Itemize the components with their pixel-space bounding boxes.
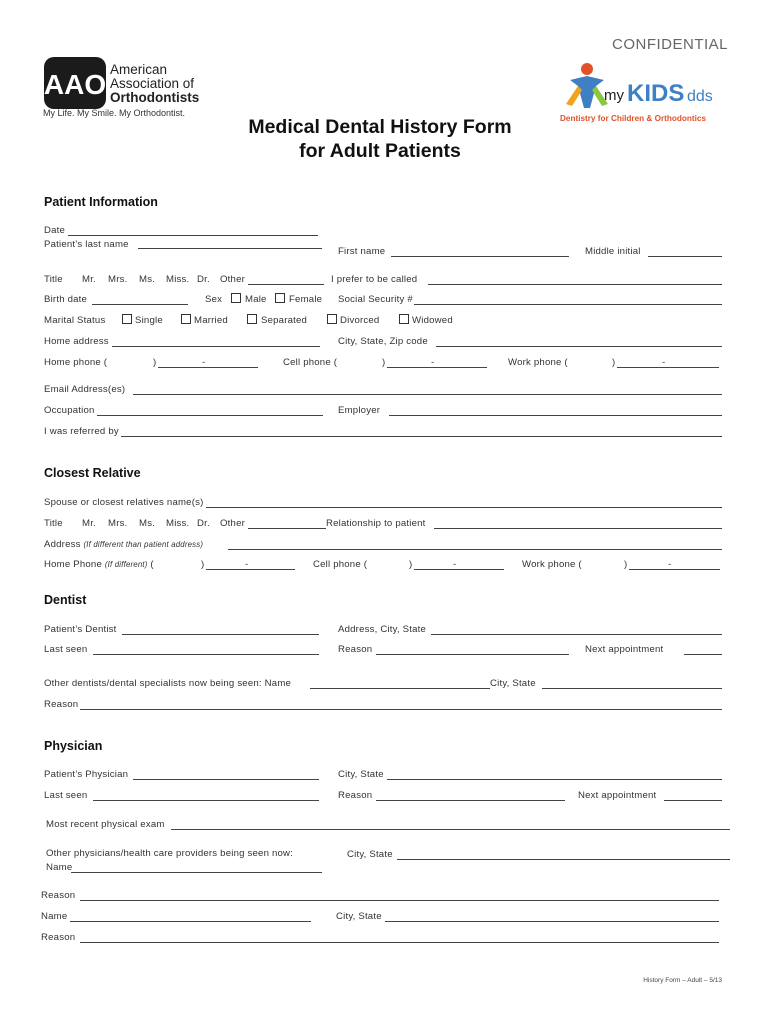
email-label: Email Address(es) — [44, 384, 126, 395]
mykids-logo-mark — [560, 60, 725, 112]
home-phone-field[interactable] — [158, 367, 258, 368]
second-physician-city-state-label: City, State — [336, 911, 382, 922]
relative-home-phone-label — [44, 559, 154, 571]
aao-tagline: My Life. My Smile. My Orthodontist. — [43, 108, 186, 118]
physician-reason-label: Reason — [338, 790, 373, 801]
home-address-label: Home address — [44, 336, 109, 347]
first-name-field[interactable] — [391, 256, 569, 257]
relative-home-phone-text: Home Phone — [44, 559, 102, 570]
first-name-label: First name — [338, 246, 386, 257]
physician-heading: Physician — [44, 739, 103, 753]
other-physicians-label: Other physicians/health care providers being seen now: — [46, 848, 294, 859]
home-phone-dash: - — [202, 357, 206, 368]
cell-phone-field[interactable] — [387, 367, 487, 368]
city-state-zip-field[interactable] — [436, 346, 722, 347]
occupation-field[interactable] — [97, 415, 323, 416]
dentist-next-appt-label: Next appointment — [585, 644, 664, 655]
physician-last-seen-field[interactable] — [93, 800, 319, 801]
relative-home-phone-paren: ) — [201, 559, 205, 570]
cell-phone-dash: - — [431, 357, 435, 368]
confidential-label: CONFIDENTIAL — [611, 36, 728, 53]
other-dentist-city-state-label: City, State — [490, 678, 536, 689]
home-phone-label: Home phone ( — [44, 357, 108, 368]
divorced-checkbox[interactable] — [327, 314, 337, 324]
dentist-reason-field[interactable] — [376, 654, 569, 655]
occupation-label: Occupation — [44, 405, 95, 416]
relative-address-field[interactable] — [228, 549, 722, 550]
male-checkbox[interactable] — [231, 293, 241, 303]
title-mrs[interactable]: Mrs. — [108, 274, 128, 285]
form-title-line-2: for Adult Patients — [299, 140, 461, 162]
city-state-zip-label: City, State, Zip code — [338, 336, 428, 347]
birth-date-field[interactable] — [92, 304, 188, 305]
relative-title-other-field[interactable] — [248, 528, 326, 529]
other-physician-reason-field[interactable] — [80, 900, 719, 901]
aao-org-line-1: American — [110, 62, 168, 77]
svg-text:AAO: AAO — [44, 69, 106, 100]
relative-work-phone-dash: - — [668, 559, 672, 570]
date-label: Date — [44, 225, 66, 236]
date-field[interactable] — [68, 235, 318, 236]
other-dentists-field[interactable] — [310, 688, 490, 689]
spouse-label: Spouse or closest relatives name(s) — [44, 497, 204, 508]
spouse-field[interactable] — [206, 507, 722, 508]
email-field[interactable] — [133, 394, 722, 395]
home-phone-paren: ) — [153, 357, 157, 368]
female-label: Female — [289, 294, 323, 305]
widowed-label: Widowed — [412, 315, 453, 326]
form-footer: History Form – Adult – 5/13 — [643, 977, 722, 984]
physician-city-state-label: City, State — [338, 769, 384, 780]
male-label: Male — [245, 294, 267, 305]
other-dentist-reason-label: Reason — [44, 699, 79, 710]
relative-cell-phone-dash: - — [453, 559, 457, 570]
work-phone-label: Work phone ( — [508, 357, 568, 368]
physician-city-state-field[interactable] — [387, 779, 722, 780]
title-other[interactable]: Other — [220, 274, 245, 285]
second-physician-name-field[interactable] — [70, 921, 311, 922]
relative-title-dr[interactable]: Dr. — [197, 518, 210, 529]
ssn-field[interactable] — [414, 304, 722, 305]
form-title — [190, 115, 570, 163]
sex-label: Sex — [205, 294, 223, 305]
title-ms[interactable]: Ms. — [139, 274, 156, 285]
relative-cell-phone-paren: ) — [409, 559, 413, 570]
preferred-name-label: I prefer to be called — [331, 274, 418, 285]
physician-last-seen-label: Last seen — [44, 790, 88, 801]
cell-phone-label: Cell phone ( — [283, 357, 338, 368]
relative-title-ms[interactable]: Ms. — [139, 518, 156, 529]
separated-label: Separated — [261, 315, 308, 326]
relative-cell-phone-field[interactable] — [414, 569, 504, 570]
relative-home-phone-paren-open: ( — [150, 559, 154, 570]
relative-address-text: Address — [44, 539, 81, 550]
dentist-last-seen-field[interactable] — [93, 654, 319, 655]
cell-phone-paren: ) — [382, 357, 386, 368]
patients-physician-label: Patient’s Physician — [44, 769, 129, 780]
patients-physician-field[interactable] — [133, 779, 319, 780]
single-checkbox[interactable] — [122, 314, 132, 324]
aao-org-line-3: Orthodontists — [110, 90, 200, 105]
second-physician-reason-field[interactable] — [80, 942, 719, 943]
title-mr[interactable]: Mr. — [82, 274, 96, 285]
middle-initial-label: Middle initial — [585, 246, 641, 257]
patients-dentist-field[interactable] — [122, 634, 319, 635]
form-title-line-1: Medical Dental History Form — [248, 116, 512, 138]
second-physician-name-label: Name — [41, 911, 68, 922]
other-physician-city-state-field[interactable] — [397, 859, 730, 860]
referred-by-field[interactable] — [121, 436, 722, 437]
widowed-checkbox[interactable] — [399, 314, 409, 324]
last-name-label: Patient’s last name — [44, 239, 129, 250]
svg-text:my: my — [604, 87, 624, 104]
dentist-next-appt-field[interactable] — [684, 654, 722, 655]
married-checkbox[interactable] — [181, 314, 191, 324]
marital-status-label: Marital Status — [44, 315, 106, 326]
other-physician-name-label: Name — [46, 862, 73, 873]
relative-home-phone-note: (If different) — [104, 560, 148, 569]
work-phone-dash: - — [662, 357, 666, 368]
dentist-address-label: Address, City, State — [338, 624, 427, 635]
dentist-address-field[interactable] — [431, 634, 722, 635]
ssn-label: Social Security # — [338, 294, 413, 305]
title-label: Title — [44, 274, 63, 285]
relative-address-label — [44, 539, 203, 551]
employer-field[interactable] — [389, 415, 722, 416]
female-checkbox[interactable] — [275, 293, 285, 303]
preferred-name-field[interactable] — [428, 284, 722, 285]
recent-physical-exam-label: Most recent physical exam — [46, 819, 165, 830]
referred-by-label: I was referred by — [44, 426, 119, 437]
last-name-field[interactable] — [138, 248, 322, 249]
single-label: Single — [135, 315, 163, 326]
relative-home-phone-dash: - — [245, 559, 249, 570]
middle-initial-field[interactable] — [648, 256, 722, 257]
physician-reason-field[interactable] — [376, 800, 565, 801]
svg-text:dds: dds — [687, 88, 713, 105]
physician-next-appt-label: Next appointment — [578, 790, 657, 801]
dentist-reason-label: Reason — [338, 644, 373, 655]
employer-label: Employer — [338, 405, 381, 416]
relative-home-phone-field[interactable] — [206, 569, 295, 570]
other-dentist-city-state-field[interactable] — [542, 688, 722, 689]
married-label: Married — [194, 315, 228, 326]
closest-relative-heading: Closest Relative — [44, 466, 141, 480]
other-dentists-label: Other dentists/dental specialists now being seen: Name — [44, 678, 292, 689]
aao-org-line-2: Association of — [110, 76, 195, 91]
patients-dentist-label: Patient’s Dentist — [44, 624, 117, 635]
relative-title-label: Title — [44, 518, 63, 529]
patient-info-heading: Patient Information — [44, 195, 158, 209]
relative-cell-phone-label: Cell phone ( — [313, 559, 368, 570]
relative-work-phone-field[interactable] — [629, 569, 720, 570]
recent-physical-exam-field[interactable] — [171, 829, 730, 830]
home-address-field[interactable] — [112, 346, 320, 347]
second-physician-reason-label: Reason — [41, 932, 76, 943]
divorced-label: Divorced — [340, 315, 380, 326]
relative-address-note: (If different than patient address) — [83, 540, 204, 549]
aao-logo-mark — [44, 57, 106, 109]
second-physician-city-state-field[interactable] — [385, 921, 719, 922]
mykids-tagline: Dentistry for Children & Orthodontics — [560, 114, 707, 123]
work-phone-field[interactable] — [617, 367, 719, 368]
birth-date-label: Birth date — [44, 294, 88, 305]
relative-work-phone-paren: ) — [624, 559, 628, 570]
physician-next-appt-field[interactable] — [664, 800, 722, 801]
title-other-field[interactable] — [248, 284, 324, 285]
other-physician-reason-label: Reason — [41, 890, 76, 901]
relationship-label: Relationship to patient — [326, 518, 426, 529]
relative-title-mrs[interactable]: Mrs. — [108, 518, 128, 529]
work-phone-paren: ) — [612, 357, 616, 368]
relationship-field[interactable] — [434, 528, 722, 529]
other-physician-city-state-label: City, State — [347, 849, 393, 860]
title-dr[interactable]: Dr. — [197, 274, 210, 285]
relative-title-mr[interactable]: Mr. — [82, 518, 96, 529]
dentist-last-seen-label: Last seen — [44, 644, 88, 655]
relative-work-phone-label: Work phone ( — [522, 559, 582, 570]
svg-text:KIDS: KIDS — [627, 80, 685, 107]
title-miss[interactable]: Miss. — [166, 274, 190, 285]
relative-title-other[interactable]: Other — [220, 518, 245, 529]
other-physician-name-field[interactable] — [71, 872, 322, 873]
relative-title-miss[interactable]: Miss. — [166, 518, 190, 529]
dentist-heading: Dentist — [44, 593, 87, 607]
other-dentist-reason-field[interactable] — [80, 709, 722, 710]
separated-checkbox[interactable] — [247, 314, 257, 324]
